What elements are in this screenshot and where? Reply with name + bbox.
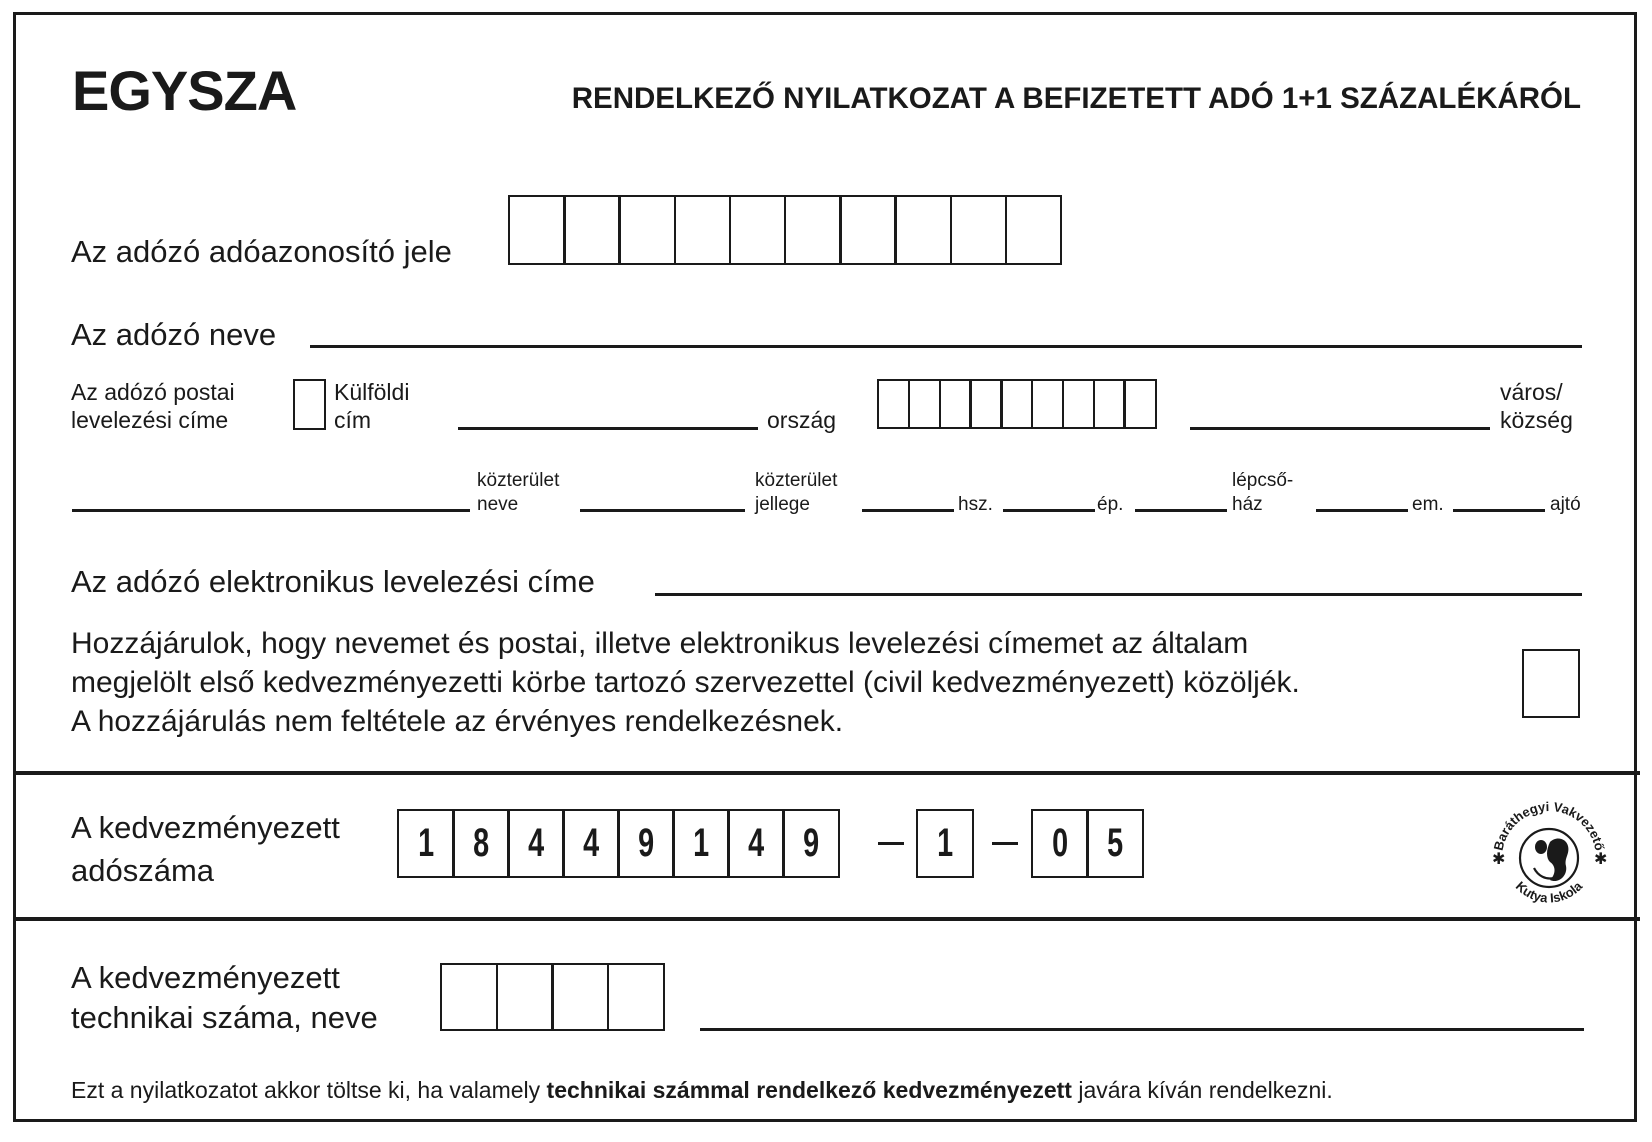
- consent-text: [71, 624, 1300, 741]
- postal-address-label-line2: levelezési címe: [71, 407, 229, 433]
- logo-eye: [1535, 840, 1547, 854]
- street-type-input-line[interactable]: [580, 509, 745, 512]
- beneficiary-label-line2: adószáma: [71, 853, 215, 888]
- email-label: Az adózó elektronikus levelezési címe: [71, 564, 595, 599]
- tax-number-digit-box[interactable]: [562, 809, 620, 878]
- tax-number-digit-box[interactable]: [672, 809, 730, 878]
- beneficiary-tax-number-part2[interactable]: [916, 809, 971, 878]
- technical-digit-box[interactable]: [551, 963, 609, 1031]
- consent-line1: Hozzájárulok, hogy nevemet és postai, illetve elektronikus levelezési címemet az általam: [71, 627, 1249, 660]
- tax-id-digit-box[interactable]: [839, 195, 897, 265]
- technical-number-label: [71, 958, 378, 1038]
- tax-number-digit-box-digit: 1: [417, 821, 434, 865]
- street-type-label-line1: közterület: [755, 470, 838, 491]
- tax-id-label: Az adózó adóazonosító jele: [71, 234, 452, 269]
- postcode-digit-box[interactable]: [1031, 379, 1064, 429]
- city-input-line[interactable]: [1190, 427, 1490, 430]
- beneficiary-label-line1: A kedvezményezett: [71, 810, 340, 845]
- footnote-bold-text: technikai számmal rendelkező kedvezményezett: [546, 1077, 1072, 1103]
- footnote-text: Ezt a nyilatkozatot akkor töltse ki, ha valamely: [71, 1077, 547, 1103]
- tax-number-digit-box-digit: 4: [582, 821, 599, 865]
- street-name-input-line[interactable]: [72, 509, 470, 512]
- street-type-label-line2: jellege: [755, 494, 810, 515]
- floor-input-line[interactable]: [1316, 509, 1408, 512]
- name-label: Az adózó neve: [71, 317, 277, 352]
- section-divider: [13, 771, 1640, 775]
- postcode-digit-box[interactable]: [877, 379, 910, 429]
- postcode-digit-box[interactable]: [1093, 379, 1126, 429]
- beneficiary-tax-number-label: [71, 806, 340, 892]
- postal-address-label: [71, 378, 235, 434]
- foreign-address-label: [334, 378, 409, 434]
- technical-digit-box[interactable]: [496, 963, 554, 1031]
- door-label: ajtó: [1550, 494, 1581, 515]
- foreign-address-checkbox[interactable]: [293, 379, 326, 430]
- street-type-label: [755, 469, 837, 517]
- logo-asterisk-right: ✱: [1594, 849, 1608, 868]
- tax-number-digit-box[interactable]: [782, 809, 840, 878]
- postcode-digit-box[interactable]: [1000, 379, 1033, 429]
- form-title: RENDELKEZŐ NYILATKOZAT A BEFIZETETT ADÓ 1+1 SZÁZALÉKÁRÓL: [571, 82, 1581, 115]
- street-name-label: [477, 469, 559, 517]
- tax-number-digit-box[interactable]: [1031, 809, 1089, 878]
- staircase-input-line[interactable]: [1135, 509, 1227, 512]
- tax-number-digit-box[interactable]: [1086, 809, 1144, 878]
- foreign-label-line2: cím: [334, 407, 372, 433]
- tax-id-digit-box[interactable]: [508, 195, 566, 265]
- tax-number-digit-box[interactable]: [727, 809, 785, 878]
- logo-top-text: Baráthegyi Vakvezető: [1490, 798, 1608, 852]
- tax-number-digit-box-digit: 8: [472, 821, 489, 865]
- floor-label: em.: [1412, 494, 1444, 515]
- tax-id-digit-box[interactable]: [674, 195, 732, 265]
- postcode-digit-box[interactable]: [969, 379, 1002, 429]
- email-input-line[interactable]: [655, 593, 1582, 596]
- tax-number-digit-box[interactable]: [452, 809, 510, 878]
- building-input-line[interactable]: [1003, 509, 1095, 512]
- tax-number-digit-box-digit: 4: [527, 821, 544, 865]
- staircase-label-line2: ház: [1232, 494, 1263, 515]
- technical-digit-box[interactable]: [607, 963, 665, 1031]
- tax-number-digit-box-digit: 4: [747, 821, 764, 865]
- tax-id-digit-box[interactable]: [950, 195, 1008, 265]
- tax-id-digit-box[interactable]: [784, 195, 842, 265]
- street-name-label-line2: neve: [477, 494, 519, 515]
- staircase-label-line1: lépcső-: [1232, 470, 1294, 491]
- logo-dog-silhouette: [1547, 839, 1568, 882]
- form-code: EGYSZA: [72, 59, 297, 122]
- postal-address-label-line1: Az adózó postai: [71, 379, 235, 405]
- tax-id-digit-box[interactable]: [729, 195, 787, 265]
- tax-id-digit-box[interactable]: [563, 195, 621, 265]
- dash-separator: [992, 842, 1018, 845]
- staircase-label: [1232, 469, 1293, 517]
- technical-name-input-line[interactable]: [700, 1028, 1584, 1031]
- house-number-label: hsz.: [958, 494, 993, 515]
- technical-digit-box[interactable]: [440, 963, 498, 1031]
- logo-smile: [1534, 868, 1554, 879]
- tax-number-digit-box-digit: 1: [936, 821, 953, 865]
- organization-logo: [1484, 792, 1614, 914]
- logo-bottom-text: Kutya Iskola: [1512, 878, 1586, 906]
- beneficiary-tax-number-part1[interactable]: [397, 809, 837, 878]
- tax-number-digit-box-digit: 0: [1051, 821, 1068, 865]
- tax-number-digit-box[interactable]: [507, 809, 565, 878]
- tax-id-field[interactable]: [508, 195, 1060, 265]
- postcode-digit-box[interactable]: [908, 379, 941, 429]
- postcode-digit-box[interactable]: [1062, 379, 1095, 429]
- section-divider: [13, 917, 1640, 921]
- city-label-line2: község: [1500, 407, 1573, 433]
- tax-number-digit-box-digit: 5: [1106, 821, 1123, 865]
- tax-number-digit-box-digit: 9: [802, 821, 819, 865]
- postcode-field[interactable]: [877, 379, 1154, 429]
- footnote-text-end: javára kíván rendelkezni.: [1071, 1077, 1333, 1103]
- beneficiary-tax-number-part3[interactable]: [1031, 809, 1141, 878]
- consent-line2: megjelölt első kedvezményezetti körbe tartozó szervezettel (civil kedvezményezett) közöljék.: [71, 666, 1300, 699]
- tax-number-digit-box[interactable]: [617, 809, 675, 878]
- technical-label-line1: A kedvezményezett: [71, 960, 340, 995]
- tax-number-digit-box-digit: 9: [637, 821, 654, 865]
- dash-separator: [878, 842, 904, 845]
- technical-label-line2: technikai száma, neve: [71, 1000, 378, 1035]
- logo-asterisk-left: ✱: [1492, 849, 1506, 868]
- street-name-label-line1: közterület: [477, 470, 560, 491]
- consent-line3: A hozzájárulás nem feltétele az érvényes rendelkezésnek.: [71, 705, 844, 738]
- door-input-line[interactable]: [1453, 509, 1545, 512]
- tax-number-digit-box-digit: 1: [692, 821, 709, 865]
- postcode-digit-box[interactable]: [939, 379, 972, 429]
- building-label: ép.: [1097, 494, 1124, 515]
- tax-id-digit-box[interactable]: [894, 195, 952, 265]
- country-label: ország: [767, 407, 837, 433]
- tax-id-digit-box[interactable]: [618, 195, 676, 265]
- country-input-line[interactable]: [458, 427, 758, 430]
- city-label: [1500, 378, 1573, 434]
- tax-number-digit-box[interactable]: [397, 809, 455, 878]
- postcode-digit-box[interactable]: [1123, 379, 1156, 429]
- name-input-line[interactable]: [310, 345, 1582, 348]
- city-label-line1: város/: [1500, 379, 1563, 405]
- house-number-input-line[interactable]: [862, 509, 954, 512]
- foreign-label-line1: Külföldi: [334, 379, 410, 405]
- tax-id-digit-box[interactable]: [1005, 195, 1063, 265]
- technical-number-field[interactable]: [440, 963, 662, 1031]
- footnote: [71, 1077, 1333, 1104]
- consent-checkbox[interactable]: [1522, 649, 1580, 718]
- tax-number-digit-box[interactable]: [916, 809, 974, 878]
